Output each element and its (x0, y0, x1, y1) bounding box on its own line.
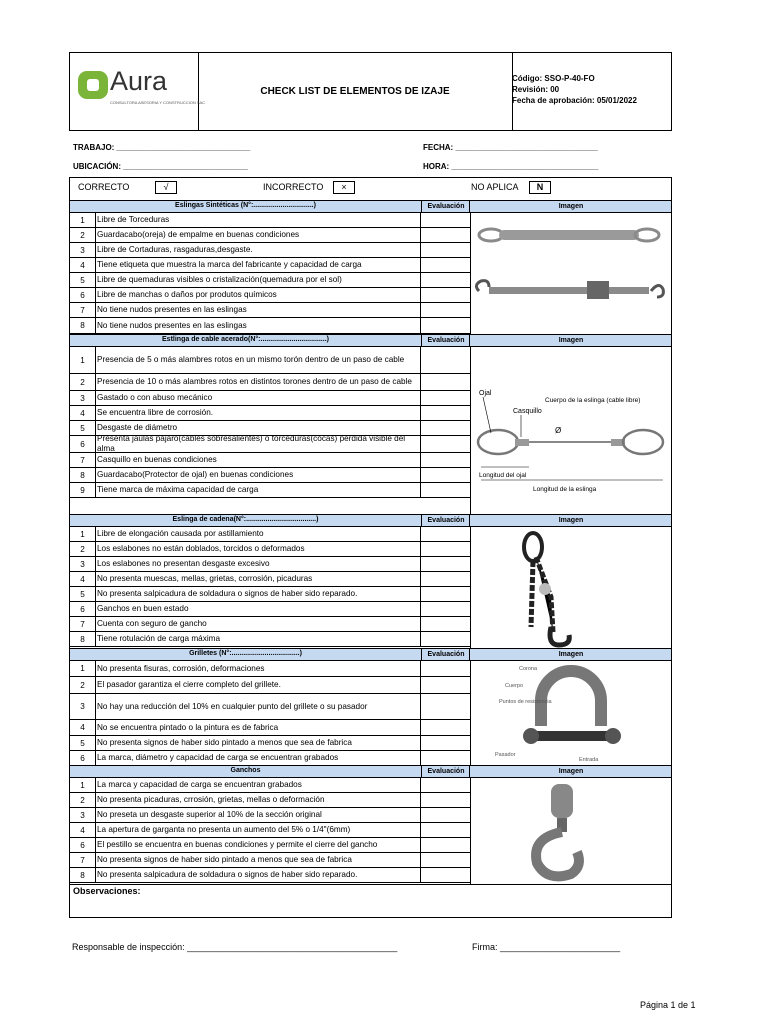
checklist-row (70, 542, 470, 557)
label-diametro: Ø (555, 426, 562, 435)
document-meta (512, 73, 637, 106)
evaluacion-cell[interactable] (420, 228, 470, 242)
label-puntos: Puntos de resistencia (499, 699, 552, 705)
item-number: 8 (70, 318, 96, 333)
item-number: 8 (70, 868, 96, 882)
evaluacion-header: Evaluación (421, 515, 470, 526)
checklist-row (70, 391, 470, 406)
checklist-row (70, 736, 470, 751)
codigo: Código: SSO-P-40-FO (512, 74, 595, 83)
evaluacion-cell[interactable] (420, 406, 470, 420)
item-text: Guardacabo(oreja) de empalme en buenas condiciones (97, 230, 300, 239)
checklist-row (70, 557, 470, 572)
item-text: No tiene nudos presentes en las eslingas (97, 305, 247, 314)
field-fecha[interactable]: FECHA: ________________________________ (423, 143, 598, 152)
evaluacion-cell[interactable] (420, 453, 470, 467)
item-number: 2 (70, 228, 96, 242)
imagen-header: Imagen (469, 201, 672, 212)
section-title: Eslinga de cadena(N°:....................................) (172, 516, 319, 523)
item-text: Libre de manchas o daños por produtos químicos (97, 290, 277, 299)
checklist-row (70, 778, 470, 793)
item-text: El pestillo se encuentra en buenas condiciones y permite el cierre del gancho (97, 840, 378, 849)
item-number: 1 (70, 527, 96, 541)
item-number: 5 (70, 421, 96, 435)
item-number: 8 (70, 632, 96, 646)
chain-icon (524, 533, 569, 645)
checklist-row (70, 273, 470, 288)
checklist-row (70, 632, 470, 647)
evaluacion-cell[interactable] (420, 468, 470, 482)
evaluacion-header: Evaluación (421, 335, 470, 346)
label-entrada: Entrada (579, 757, 599, 763)
checklist-row (70, 572, 470, 587)
checklist-row (70, 853, 470, 868)
item-text: No presenta signos de haber sido pintado a menos que sea de fabrica (97, 855, 352, 864)
item-text: Se encuentra libre de corrosión. (97, 408, 214, 417)
section-header (70, 648, 671, 661)
checklist-row (70, 720, 470, 736)
checklist-row (70, 661, 470, 677)
evaluacion-cell[interactable] (420, 572, 470, 586)
document-header (69, 52, 672, 131)
item-number: 1 (70, 347, 96, 373)
item-text: Libre de quemaduras visibles o cristalización(quemadura por el sol) (97, 275, 342, 284)
item-number: 6 (70, 436, 96, 452)
checklist-row (70, 453, 470, 468)
evaluacion-cell[interactable] (420, 303, 470, 317)
item-text: La apertura de garganta no presenta un aumento del 5% o 1/4"(6mm) (97, 825, 351, 834)
evaluacion-cell[interactable] (420, 632, 470, 646)
item-number: 4 (70, 572, 96, 586)
checklist-row (70, 602, 470, 617)
checklist-row (70, 318, 470, 334)
item-number: 4 (70, 258, 96, 272)
item-number: 7 (70, 303, 96, 317)
checklist-row (70, 823, 470, 838)
evaluacion-cell[interactable] (420, 677, 470, 693)
checklist-row (70, 258, 470, 273)
item-number: 2 (70, 374, 96, 390)
wire-rope-sling-image (470, 347, 671, 514)
item-number: 4 (70, 720, 96, 735)
evaluacion-cell[interactable] (420, 527, 470, 541)
item-number: 6 (70, 751, 96, 765)
evaluacion-cell[interactable] (420, 587, 470, 601)
item-text: No se encuentra pintado o la pintura es de fabrica (97, 722, 279, 732)
checklist-row (70, 793, 470, 808)
evaluacion-cell[interactable] (420, 347, 470, 373)
item-number: 2 (70, 793, 96, 807)
aura-logo-icon (78, 71, 108, 99)
hook-icon (536, 784, 579, 876)
legend (69, 178, 672, 197)
item-text: Libre de Torceduras (97, 215, 170, 224)
checklist-row (70, 808, 470, 823)
evaluacion-header: Evaluación (421, 649, 470, 660)
evaluacion-cell[interactable] (420, 808, 470, 822)
legend-correcto-mark: √ (155, 181, 177, 194)
item-number: 3 (70, 243, 96, 257)
legend-no-aplica: NO APLICA (471, 182, 519, 192)
item-text: Ganchos en buen estado (97, 604, 189, 613)
item-text: No presenta fisuras, corrosión, deformaciones (97, 663, 265, 673)
item-text: Presenta jaulas pájaro(cables sobresalientes) o torceduras(cocas) pérdida visible del alma (97, 434, 406, 453)
item-text: Libre de elongación causada por astillamiento (97, 529, 264, 538)
legend-no-aplica-mark: N (529, 181, 551, 194)
item-number: 2 (70, 677, 96, 693)
section-header (70, 765, 671, 778)
synthetic-sling-image (470, 213, 671, 334)
document-title: CHECK LIST DE ELEMENTOS DE IZAJE (198, 53, 513, 130)
item-number: 3 (70, 808, 96, 822)
evaluacion-cell[interactable] (420, 258, 470, 272)
checklist-row (70, 303, 470, 318)
evaluacion-cell[interactable] (420, 483, 470, 497)
observaciones-label: Observaciones: (73, 886, 141, 896)
item-text: Los eslabones no están doblados, torcidos o deformados (97, 544, 305, 553)
checklist-row (70, 677, 470, 694)
shackle-icon (523, 671, 621, 744)
checklist-row (70, 838, 470, 853)
checklist-row (70, 694, 470, 720)
item-number: 9 (70, 483, 96, 497)
item-text: No presenta salpicadura de soldadura o signos de haber sido reparado. (97, 589, 358, 598)
checklist-row (70, 587, 470, 602)
evaluacion-cell[interactable] (420, 436, 470, 452)
item-number: 5 (70, 736, 96, 750)
item-text: Libre de Cortaduras, rasgaduras,desgaste. (97, 245, 253, 254)
logo-text: Aura (110, 66, 168, 96)
page-number: Página 1 de 1 (640, 1000, 696, 1010)
section-title: Grilletes (N°:...................................) (189, 650, 302, 657)
chain-sling-image (470, 527, 671, 648)
sling-top-icon (479, 229, 659, 241)
imagen-header: Imagen (469, 515, 672, 526)
item-text: No hay una reducción del 10% en cualquier punto del grillete o su pasador (97, 701, 368, 711)
checklist-row (70, 288, 470, 303)
item-number: 1 (70, 778, 96, 792)
item-number: 4 (70, 823, 96, 837)
checklist-row (70, 406, 470, 421)
evaluacion-cell[interactable] (420, 736, 470, 750)
checklist-row (70, 228, 470, 243)
checklist-row (70, 468, 470, 483)
evaluacion-cell[interactable] (420, 318, 470, 333)
section-title: Eslingas Sintéticas (N°:...............................) (175, 202, 316, 209)
evaluacion-cell[interactable] (420, 273, 470, 287)
item-text: No presenta salpicadura de soldadura o signos de haber sido reparado. (97, 870, 358, 879)
section-title: Ganchos (230, 767, 261, 774)
evaluacion-cell[interactable] (420, 213, 470, 227)
evaluacion-cell[interactable] (420, 617, 470, 631)
checklist-row (70, 347, 470, 374)
label-corona: Corona (519, 666, 538, 672)
evaluacion-header: Evaluación (421, 201, 470, 212)
section-header (70, 200, 671, 213)
evaluacion-header: Evaluación (421, 766, 470, 777)
legend-incorrecto-mark: × (333, 181, 355, 194)
evaluacion-cell[interactable] (420, 838, 470, 852)
label-longitud-eslinga: Longitud de la eslinga (533, 486, 597, 493)
label-cuerpo: Cuerpo de la eslinga (cable libre) (545, 397, 641, 404)
item-text: Gastado o con abuso mecánico (97, 393, 213, 402)
item-text: No preseta un desgaste superior al 10% de la sección original (97, 810, 322, 819)
item-number: 1 (70, 213, 96, 227)
evaluacion-cell[interactable] (420, 694, 470, 719)
evaluacion-cell[interactable] (420, 391, 470, 405)
evaluacion-cell[interactable] (420, 751, 470, 765)
checklist-row (70, 617, 470, 632)
checklist-row (70, 213, 470, 228)
evaluacion-cell[interactable] (420, 288, 470, 302)
evaluacion-cell[interactable] (420, 720, 470, 735)
item-number: 6 (70, 602, 96, 616)
item-text: Los eslabones no presentan desgaste excesivo (97, 559, 270, 568)
item-number: 7 (70, 453, 96, 467)
item-text: Casquillo en buenas condiciones (97, 455, 217, 464)
evaluacion-cell[interactable] (420, 557, 470, 571)
item-number: 2 (70, 542, 96, 556)
item-text: No tiene nudos presentes en las eslingas (97, 320, 247, 330)
legend-incorrecto: INCORRECTO (263, 182, 324, 192)
evaluacion-cell[interactable] (420, 243, 470, 257)
evaluacion-cell[interactable] (420, 542, 470, 556)
item-text: Cuenta con seguro de gancho (97, 619, 207, 628)
item-text: Tiene rotulación de carga máxima (97, 634, 221, 643)
hook-image (470, 778, 671, 884)
legend-correcto: CORRECTO (78, 182, 130, 192)
item-number: 6 (70, 838, 96, 852)
evaluacion-cell[interactable] (420, 778, 470, 792)
label-pasador: Pasador (495, 752, 516, 758)
item-text: Presencia de 10 o más alambres rotos en distintos torones dentro de un paso de cable (97, 377, 412, 386)
label-ojal: Ojal (479, 390, 492, 397)
field-ubicacion[interactable]: UBICACIÓN: ____________________________ (73, 162, 248, 171)
sling-ratchet-icon (476, 281, 663, 299)
shackle-image (470, 661, 671, 765)
checklist-row (70, 436, 470, 453)
field-trabajo[interactable]: TRABAJO: ______________________________ (73, 143, 251, 152)
evaluacion-cell[interactable] (420, 374, 470, 390)
item-text: El pasador garantiza el cierre completo del grillete. (97, 680, 281, 689)
field-hora[interactable]: HORA: _________________________________ (423, 162, 599, 171)
item-text: La marca y capacidad de carga se encuentran grabados (97, 780, 302, 789)
firma-field[interactable]: Firma: ________________________ (472, 942, 621, 952)
evaluacion-cell[interactable] (420, 793, 470, 807)
evaluacion-cell[interactable] (420, 602, 470, 616)
item-text: Presencia de 5 o más alambres rotos en un mismo torón dentro de un paso de cable (97, 355, 405, 364)
imagen-header: Imagen (469, 766, 672, 777)
item-number: 4 (70, 406, 96, 420)
responsable-field[interactable]: Responsable de inspección: __________________________________________ (72, 942, 398, 952)
revision: Revisión: 00 (512, 85, 560, 94)
item-number: 3 (70, 391, 96, 405)
label-longitud-ojal: Longitud del ojal (479, 472, 527, 479)
evaluacion-cell[interactable] (420, 868, 470, 882)
imagen-header: Imagen (469, 335, 672, 346)
logo-tagline: CONSULTORA ASESORIA Y CONSTRUCCION SAC (110, 100, 206, 105)
item-text: Guardacabo(Protector de ojal) en buenas condiciones (97, 470, 294, 479)
evaluacion-cell[interactable] (420, 823, 470, 837)
item-number: 5 (70, 587, 96, 601)
item-text: No presenta picaduras, crrosión, grietas, mellas o deformación (97, 795, 325, 804)
section-header (70, 514, 671, 527)
evaluacion-cell[interactable] (420, 853, 470, 867)
section-title: Estlinga de cable acerado(N°:..................................) (162, 336, 329, 343)
item-number: 6 (70, 288, 96, 302)
evaluacion-cell[interactable] (420, 661, 470, 676)
item-text: Desgaste de diámetro (97, 423, 178, 432)
item-number: 1 (70, 661, 96, 676)
fecha-aprobacion: Fecha de aprobación: 05/01/2022 (512, 96, 637, 105)
item-text: No presenta signos de haber sido pintado a menos que sea de fabrica (97, 738, 352, 747)
logo (70, 53, 206, 130)
item-text: Tiene etiqueta que muestra la marca del fabricante y capacidad de carga (97, 260, 362, 269)
checklist-row (70, 751, 470, 766)
item-text: Tiene marca de máxima capacidad de carga (97, 485, 259, 494)
item-number: 8 (70, 468, 96, 482)
imagen-header: Imagen (469, 649, 672, 660)
item-number: 7 (70, 853, 96, 867)
item-number: 7 (70, 617, 96, 631)
evaluacion-cell[interactable] (420, 421, 470, 435)
item-number: 3 (70, 694, 96, 719)
item-text: No presenta muescas, mellas, grietas, corrosión, picaduras (97, 574, 313, 583)
item-text: La marca, diámetro y capacidad de carga se encuentran grabados (97, 753, 339, 762)
checklist-row (70, 243, 470, 258)
label-casquillo: Casquillo (513, 408, 542, 415)
checklist-row (70, 483, 470, 498)
checklist-row (70, 374, 470, 391)
section-header (70, 334, 671, 347)
checklist-row (70, 527, 470, 542)
item-number: 5 (70, 273, 96, 287)
observaciones[interactable] (69, 884, 672, 918)
checklist-row (70, 868, 470, 883)
item-number: 3 (70, 557, 96, 571)
label-cuerpo: Cuerpo (505, 683, 524, 689)
